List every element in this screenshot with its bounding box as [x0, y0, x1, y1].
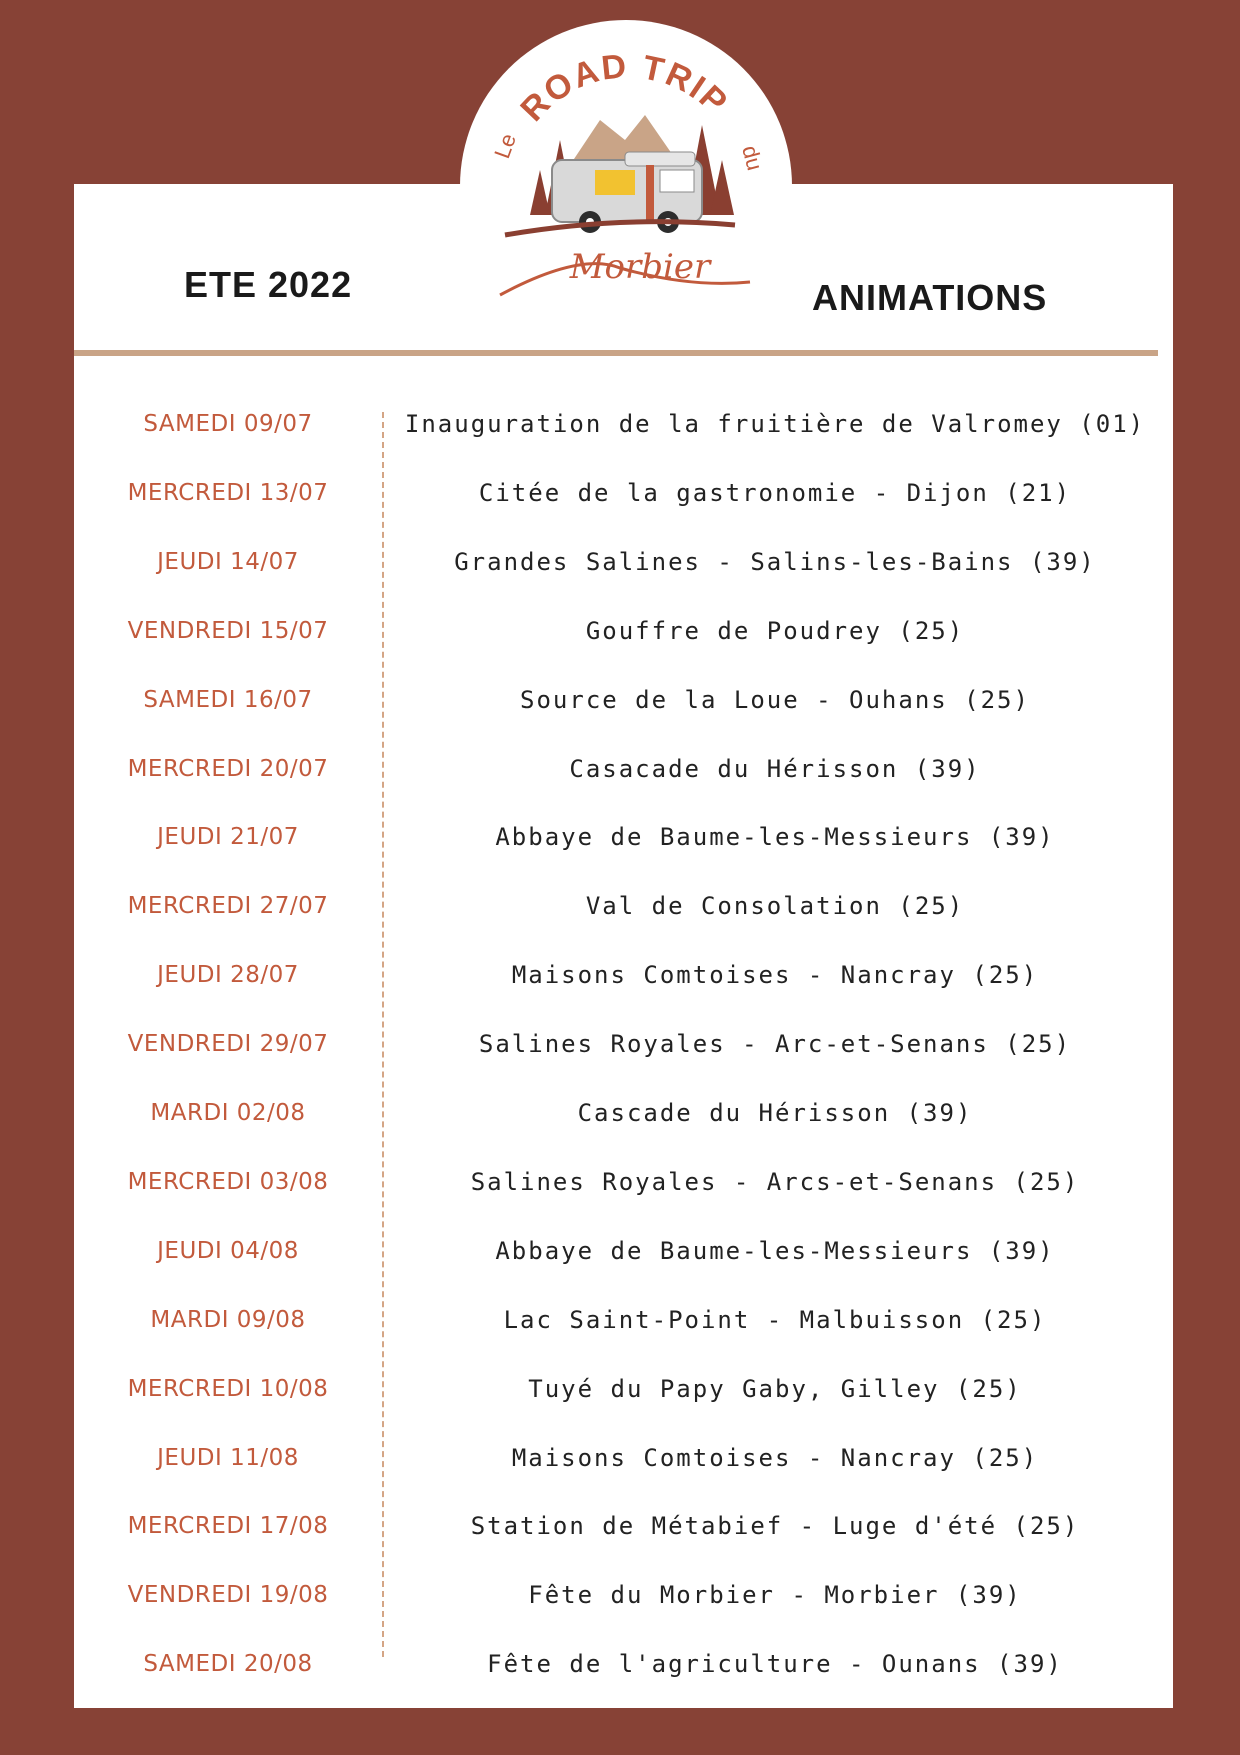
event-date: VENDREDI 19/08 — [127, 1582, 329, 1609]
event-date: SAMEDI 09/07 — [143, 411, 313, 437]
road-trip-logo — [460, 20, 792, 320]
event-date: MARDI 09/08 — [150, 1306, 306, 1333]
event-name: Fête de l'agriculture - Ounans (39) — [487, 1650, 1063, 1679]
event-row — [0, 1644, 1240, 1684]
event-date: MERCREDI 10/08 — [127, 1375, 329, 1402]
event-row — [0, 611, 1240, 651]
event-date: MERCREDI 03/08 — [127, 1168, 329, 1195]
event-row — [0, 1438, 1240, 1478]
event-date: VENDREDI 29/07 — [127, 1031, 329, 1058]
event-name: Val de Consolation (25) — [585, 892, 965, 921]
event-row — [0, 1575, 1240, 1615]
event-row — [0, 1024, 1240, 1064]
event-name: Lac Saint-Point - Malbuisson (25) — [503, 1305, 1047, 1334]
event-date: JEUDI 04/08 — [157, 1237, 299, 1264]
road-swoosh — [505, 222, 735, 235]
event-date: MERCREDI 27/07 — [127, 893, 329, 920]
season-title: ETE 2022 — [184, 264, 353, 305]
event-date: MARDI 02/08 — [150, 1100, 306, 1126]
event-row — [0, 955, 1240, 995]
svg-text:ROAD TRIP — [513, 47, 735, 129]
event-date: JEUDI 14/07 — [157, 548, 299, 575]
event-row — [0, 542, 1240, 582]
event-name: Salines Royales - Arcs-et-Senans (25) — [470, 1167, 1080, 1196]
event-row — [0, 1093, 1240, 1133]
logo-le-text: Le — [489, 130, 522, 162]
event-date: JEUDI 11/08 — [157, 1444, 299, 1471]
event-date: JEUDI 21/07 — [157, 824, 299, 851]
event-date: SAMEDI 16/07 — [143, 686, 313, 713]
event-date: JEUDI 28/07 — [157, 962, 299, 989]
event-row — [0, 1506, 1240, 1546]
event-row — [0, 886, 1240, 926]
event-row — [0, 473, 1240, 513]
event-date: MERCREDI 17/08 — [127, 1513, 329, 1540]
event-name: Station de Métabief - Luge d'été (25) — [470, 1512, 1080, 1541]
logo-brand-text: Morbier — [569, 247, 711, 287]
event-row — [0, 404, 1240, 444]
event-date: SAMEDI 20/08 — [143, 1651, 313, 1678]
event-name: Maisons Comtoises - Nancray (25) — [511, 1443, 1039, 1472]
event-name: Inauguration de la fruitière de Valromey (01) — [404, 410, 1146, 438]
event-date: MERCREDI 20/07 — [127, 755, 329, 782]
event-row — [0, 1369, 1240, 1409]
event-date: VENDREDI 15/07 — [127, 617, 329, 644]
event-date: MERCREDI 13/07 — [127, 479, 329, 506]
event-row — [0, 1162, 1240, 1202]
event-name: Abbaye de Baume-les-Messieurs (39) — [495, 823, 1055, 852]
event-name: Cascade du Hérisson (39) — [577, 1099, 973, 1127]
event-name: Salines Royales - Arc-et-Senans (25) — [478, 1030, 1072, 1059]
event-row — [0, 680, 1240, 720]
event-name: Fête du Morbier - Morbier (39) — [528, 1581, 1022, 1610]
event-name: Source de la Loue - Ouhans (25) — [520, 685, 1030, 714]
logo-du-text: du — [737, 142, 768, 173]
event-row — [0, 1300, 1240, 1340]
event-name: Abbaye de Baume-les-Messieurs (39) — [495, 1236, 1055, 1265]
event-name: Gouffre de Poudrey (25) — [585, 616, 965, 645]
event-name: Citée de la gastronomie - Dijon (21) — [478, 478, 1072, 507]
logo-road-trip-text: ROAD TRIP — [513, 47, 736, 129]
event-row — [0, 749, 1240, 789]
header-rule — [74, 350, 1158, 356]
event-name: Tuyé du Papy Gaby, Gilley (25) — [528, 1374, 1022, 1403]
event-name: Grandes Salines - Salins-les-Bains (39) — [454, 547, 1096, 576]
tree-icon — [530, 170, 550, 215]
event-name: Casacade du Hérisson (39) — [569, 754, 981, 783]
event-row — [0, 817, 1240, 857]
event-row — [0, 1231, 1240, 1271]
event-name: Maisons Comtoises - Nancray (25) — [511, 961, 1039, 990]
section-title: ANIMATIONS — [812, 277, 1048, 318]
